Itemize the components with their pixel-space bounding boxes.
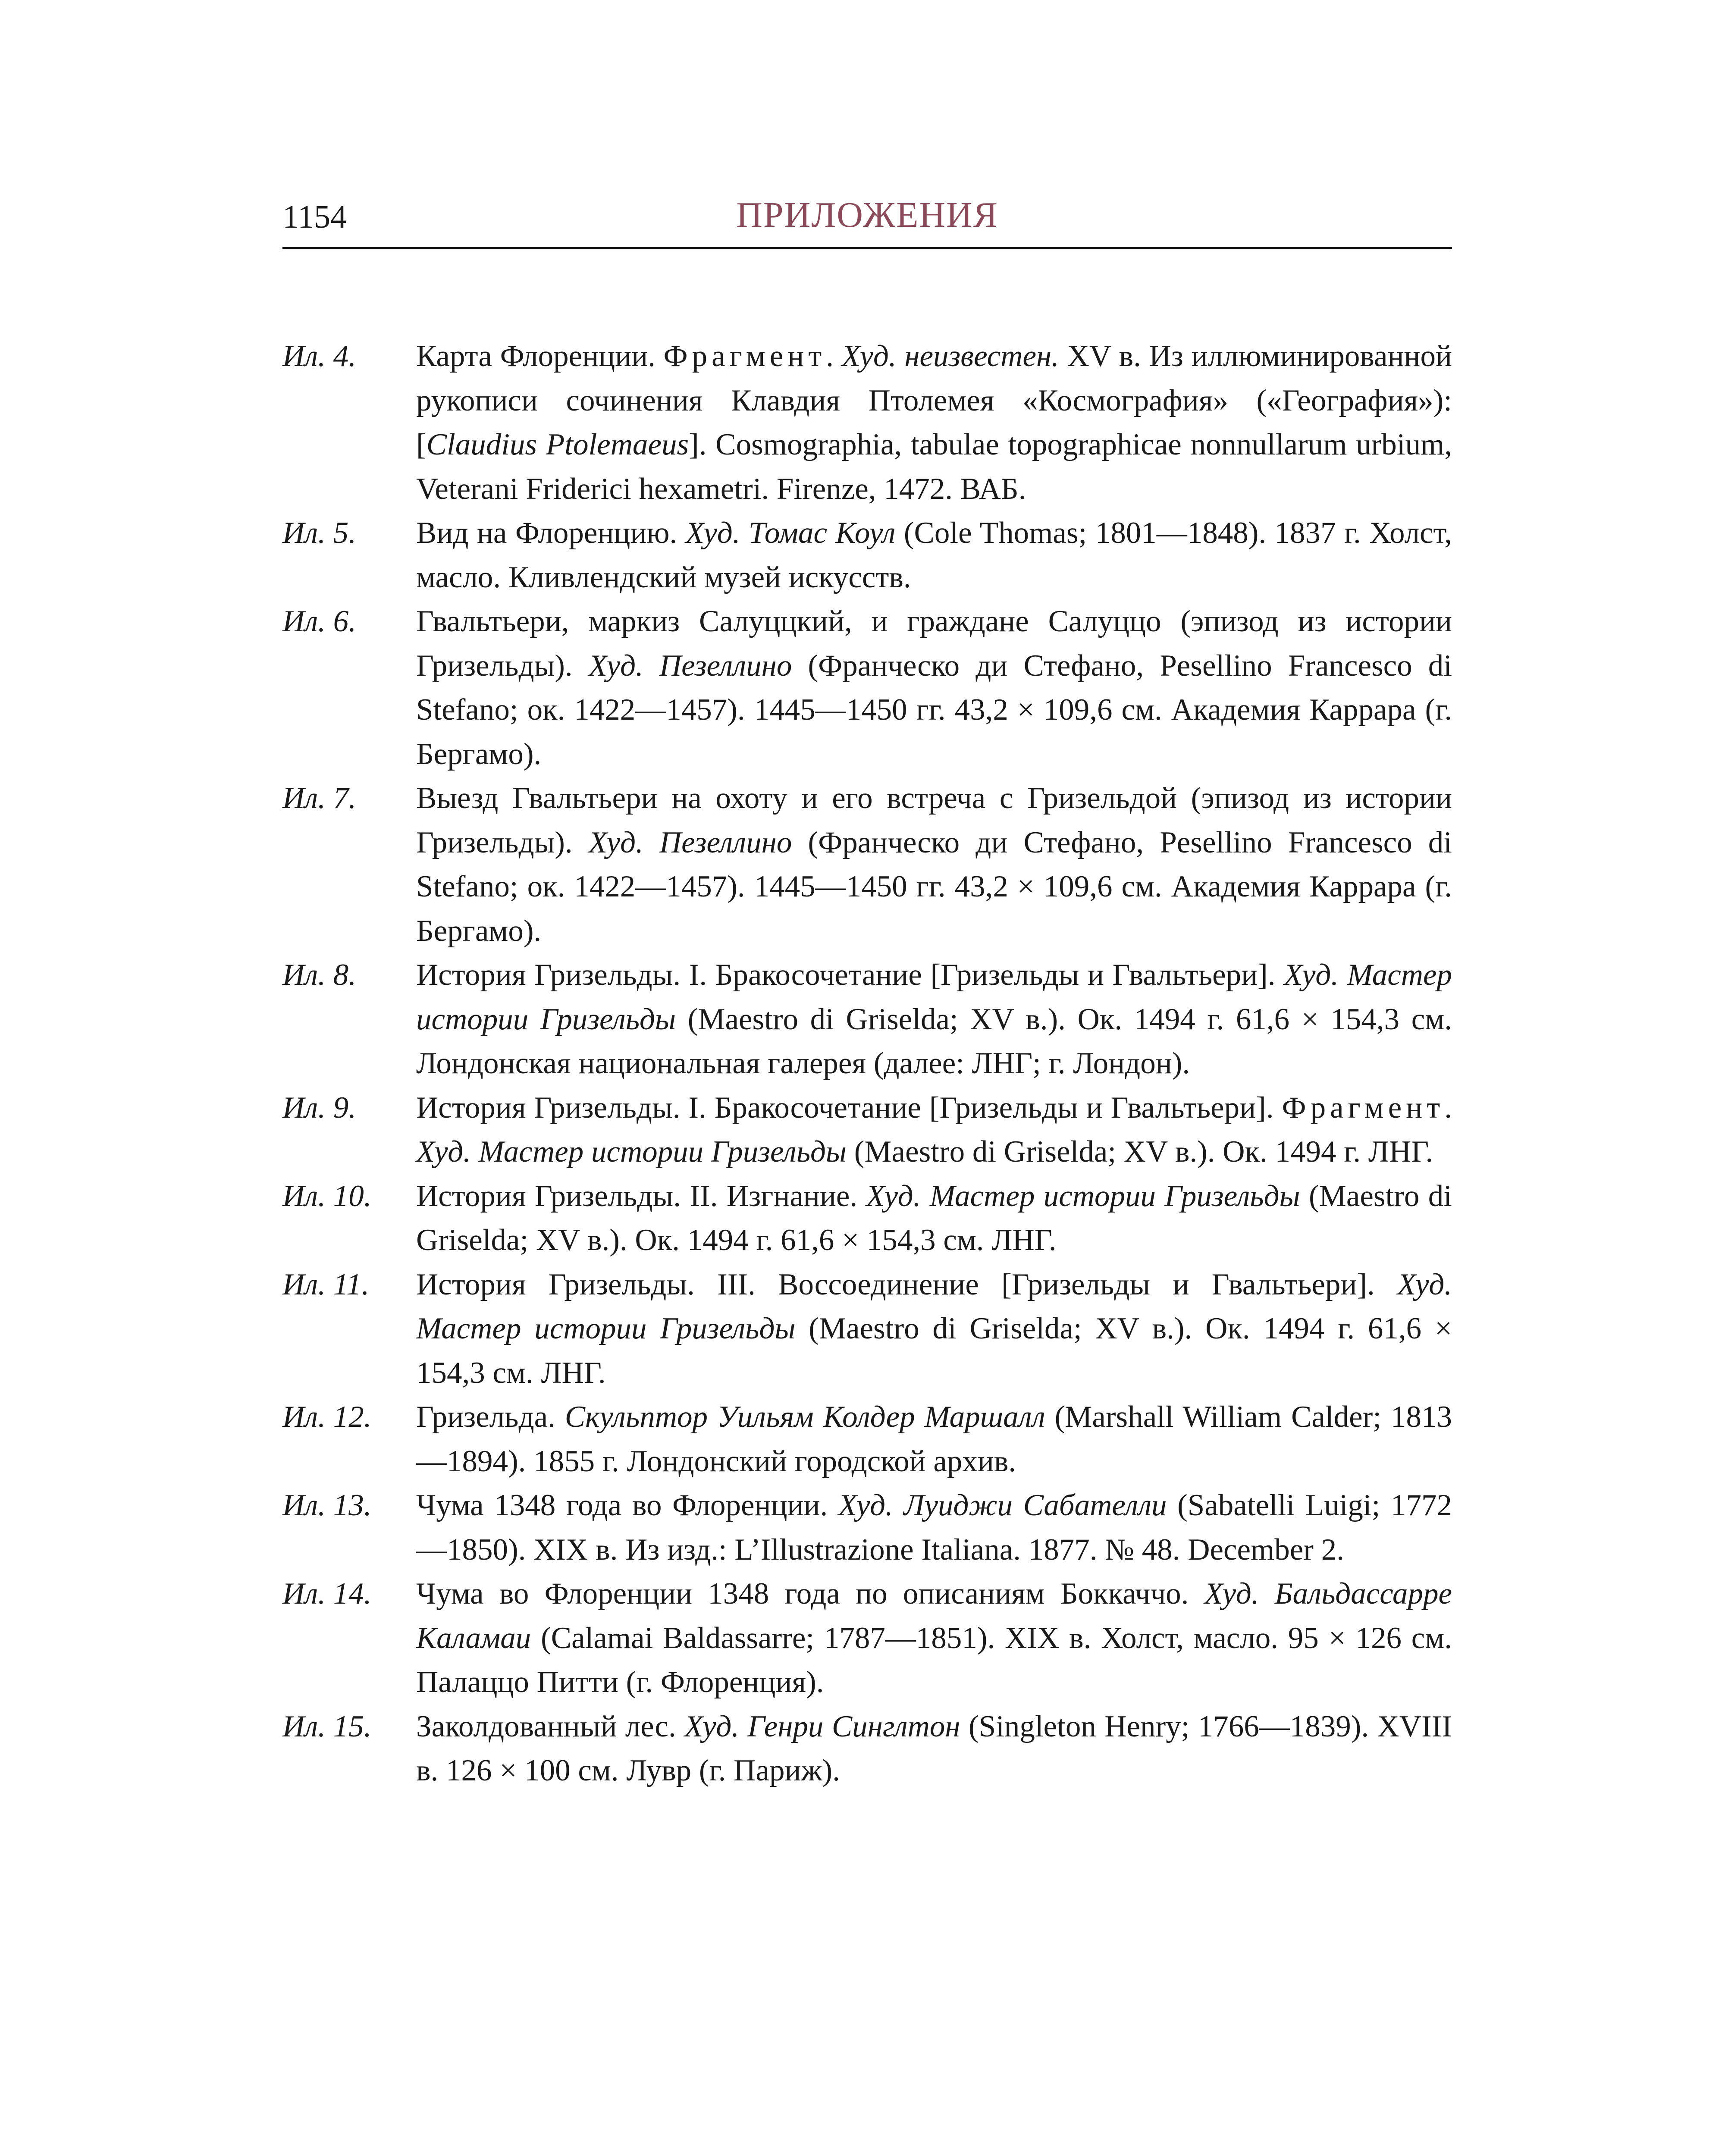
caption-italic: Худ. Мастер истории Гризельды bbox=[416, 958, 1452, 1036]
caption-text: История Гризельды. II. Изгнание. bbox=[416, 1179, 866, 1213]
illustration-caption bbox=[416, 1705, 1452, 1793]
illustration-entry bbox=[282, 1572, 1452, 1705]
illustration-label: Ил. 13. bbox=[282, 1489, 372, 1522]
illustration-label: Ил. 6. bbox=[282, 605, 356, 638]
illustration-label: Ил. 7. bbox=[282, 781, 356, 815]
caption-text: Заколдованный лес. bbox=[416, 1709, 685, 1743]
caption-text: (Maestro di Griselda; XV в.). Ок. 1494 г. 61,6 × 154,3 см. ЛНГ. bbox=[416, 1312, 1452, 1390]
caption-text: XV в. Из иллюминированной рукописи сочинения Клавдия Птолемея «Космография» («География»): [ bbox=[416, 339, 1452, 461]
illustration-caption bbox=[416, 1263, 1452, 1395]
illustration-entry bbox=[282, 1395, 1452, 1483]
illustration-entry bbox=[282, 1705, 1452, 1793]
caption-text: Вид на Флоренцию. bbox=[416, 516, 686, 550]
caption-text: Карта Флоренции. bbox=[416, 339, 664, 373]
caption-italic: Худ. Луиджи Сабателли bbox=[838, 1489, 1167, 1522]
illustration-caption bbox=[416, 776, 1452, 953]
running-title: ПРИЛОЖЕНИЯ bbox=[736, 195, 998, 235]
illustration-label: Ил. 15. bbox=[282, 1709, 372, 1743]
caption-text: . bbox=[1444, 1091, 1452, 1125]
caption-text: Чума во Флоренции 1348 года по описаниям Боккаччо. bbox=[416, 1577, 1204, 1611]
caption-text: (Maestro di Griselda; XV в.). Ок. 1494 г. 61,6 × 154,3 см. Лондонская национальная галерея (далее: ЛНГ; г. Лондон). bbox=[416, 1002, 1452, 1080]
caption-italic: Худ. Пезеллино bbox=[588, 825, 792, 859]
illustration-caption bbox=[416, 599, 1452, 776]
caption-text: (Singleton Henry; 1766—1839). XVIII в. 126 × 100 см. Лувр (г. Париж). bbox=[416, 1709, 1452, 1787]
illustration-label: Ил. 10. bbox=[282, 1179, 372, 1213]
illustration-caption bbox=[416, 1174, 1452, 1263]
caption-text: История Гризельды. III. Воссоединение [Гризельды и Гвальтьери]. bbox=[416, 1267, 1398, 1301]
caption-italic: Худ. неизвестен. bbox=[841, 339, 1059, 373]
caption-text: Выезд Гвальтьери на охоту и его встреча с Гризельдой (эпизод из истории Гризельды). bbox=[416, 781, 1452, 859]
caption-spaced: Фрагмент bbox=[1282, 1091, 1445, 1125]
illustration-caption bbox=[416, 511, 1452, 599]
illustration-entry bbox=[282, 1263, 1452, 1395]
caption-text: (Maestro di Griselda; XV в.). Ок. 1494 г. 61,6 × 154,3 см. ЛНГ. bbox=[416, 1179, 1452, 1257]
caption-text: Чума 1348 года во Флоренции. bbox=[416, 1489, 838, 1522]
caption-italic: Худ. Генри Синглтон bbox=[684, 1709, 960, 1743]
caption-text: (Marshall William Calder; 1813—1894). 1855 г. Лондонский городской архив. bbox=[416, 1400, 1452, 1478]
illustration-label: Ил. 9. bbox=[282, 1091, 356, 1125]
page-number: 1154 bbox=[282, 199, 347, 235]
illustration-entry bbox=[282, 334, 1452, 511]
caption-text: (Cole Thomas; 1801—1848). 1837 г. Холст, масло. Кливлендский музей искусств. bbox=[416, 516, 1452, 594]
illustration-caption bbox=[416, 1086, 1452, 1174]
caption-italic: Худ. Мастер истории Гризельды bbox=[416, 1135, 847, 1169]
illustration-label: Ил. 12. bbox=[282, 1400, 372, 1434]
caption-text: (Sabatelli Luigi; 1772—1850). XIX в. Из изд.: L’Illustrazione Italiana. 1877. № 48. December 2. bbox=[416, 1489, 1452, 1567]
caption-text: (Франческо ди Стефано, Pesellino Francesco di Stefano; ок. 1422—1457). 1445—1450 гг. 43,2 × 109,6 см. Академия Каррара (г. Бергамо). bbox=[416, 825, 1452, 948]
caption-text: (Maestro di Griselda; XV в.). Ок. 1494 г. ЛНГ. bbox=[847, 1135, 1433, 1169]
illustration-caption bbox=[416, 953, 1452, 1086]
illustration-label: Ил. 11. bbox=[282, 1267, 370, 1301]
caption-text: ]. Cosmographia, tabulae topographicae nonnullarum urbium, Veterani Friderici hexametri. Firenze, 1472. ВАБ. bbox=[416, 428, 1452, 506]
illustration-entry bbox=[282, 1086, 1452, 1174]
illustration-caption bbox=[416, 1483, 1452, 1572]
illustration-caption bbox=[416, 1572, 1452, 1705]
caption-text: История Гризельды. I. Бракосочетание [Гризельды и Гвальтьери]. bbox=[416, 958, 1284, 992]
illustration-entry bbox=[282, 1174, 1452, 1263]
caption-text: . bbox=[826, 339, 842, 373]
illustration-entry bbox=[282, 599, 1452, 776]
caption-spaced: Фрагмент bbox=[663, 339, 826, 373]
illustration-entry bbox=[282, 953, 1452, 1086]
caption-text: (Франческо ди Стефано, Pesellino Francesco di Stefano; ок. 1422—1457). 1445—1450 гг. 43,2 × 109,6 см. Академия Каррара (г. Бергамо). bbox=[416, 649, 1452, 771]
illustration-label: Ил. 5. bbox=[282, 516, 356, 550]
illustration-list bbox=[282, 334, 1452, 1793]
page-header bbox=[282, 185, 1452, 250]
illustration-label: Ил. 14. bbox=[282, 1577, 372, 1611]
caption-text: (Calamai Baldassarre; 1787—1851). XIX в. Холст, масло. 95 × 126 см. Палаццо Питти (г. Флоренция). bbox=[416, 1621, 1452, 1699]
caption-italic: Claudius Ptolemaeus bbox=[426, 428, 689, 461]
illustration-entry bbox=[282, 776, 1452, 953]
header-rule bbox=[282, 247, 1452, 249]
illustration-caption bbox=[416, 334, 1452, 511]
illustration-entry bbox=[282, 511, 1452, 599]
caption-italic: Скульптор Уильям Колдер Маршалл bbox=[565, 1400, 1045, 1434]
caption-text: Гризельда. bbox=[416, 1400, 565, 1434]
caption-text: Гвальтьери, маркиз Салуццкий, и граждане Салуццо (эпизод из истории Гризельды). bbox=[416, 605, 1452, 683]
illustration-entry bbox=[282, 1483, 1452, 1572]
illustration-label: Ил. 4. bbox=[282, 339, 356, 373]
illustration-label: Ил. 8. bbox=[282, 958, 356, 992]
caption-text: История Гризельды. I. Бракосочетание [Гризельды и Гвальтьери]. bbox=[416, 1091, 1282, 1125]
caption-italic: Худ. Пезеллино bbox=[588, 649, 792, 683]
illustration-caption bbox=[416, 1395, 1452, 1483]
caption-italic: Худ. Мастер истории Гризельды bbox=[866, 1179, 1300, 1213]
caption-italic: Худ. Мастер истории Гризельды bbox=[416, 1267, 1452, 1345]
caption-italic: Худ. Томас Коул bbox=[685, 516, 896, 550]
caption-italic: Худ. Бальдассарре Каламаи bbox=[416, 1577, 1452, 1655]
